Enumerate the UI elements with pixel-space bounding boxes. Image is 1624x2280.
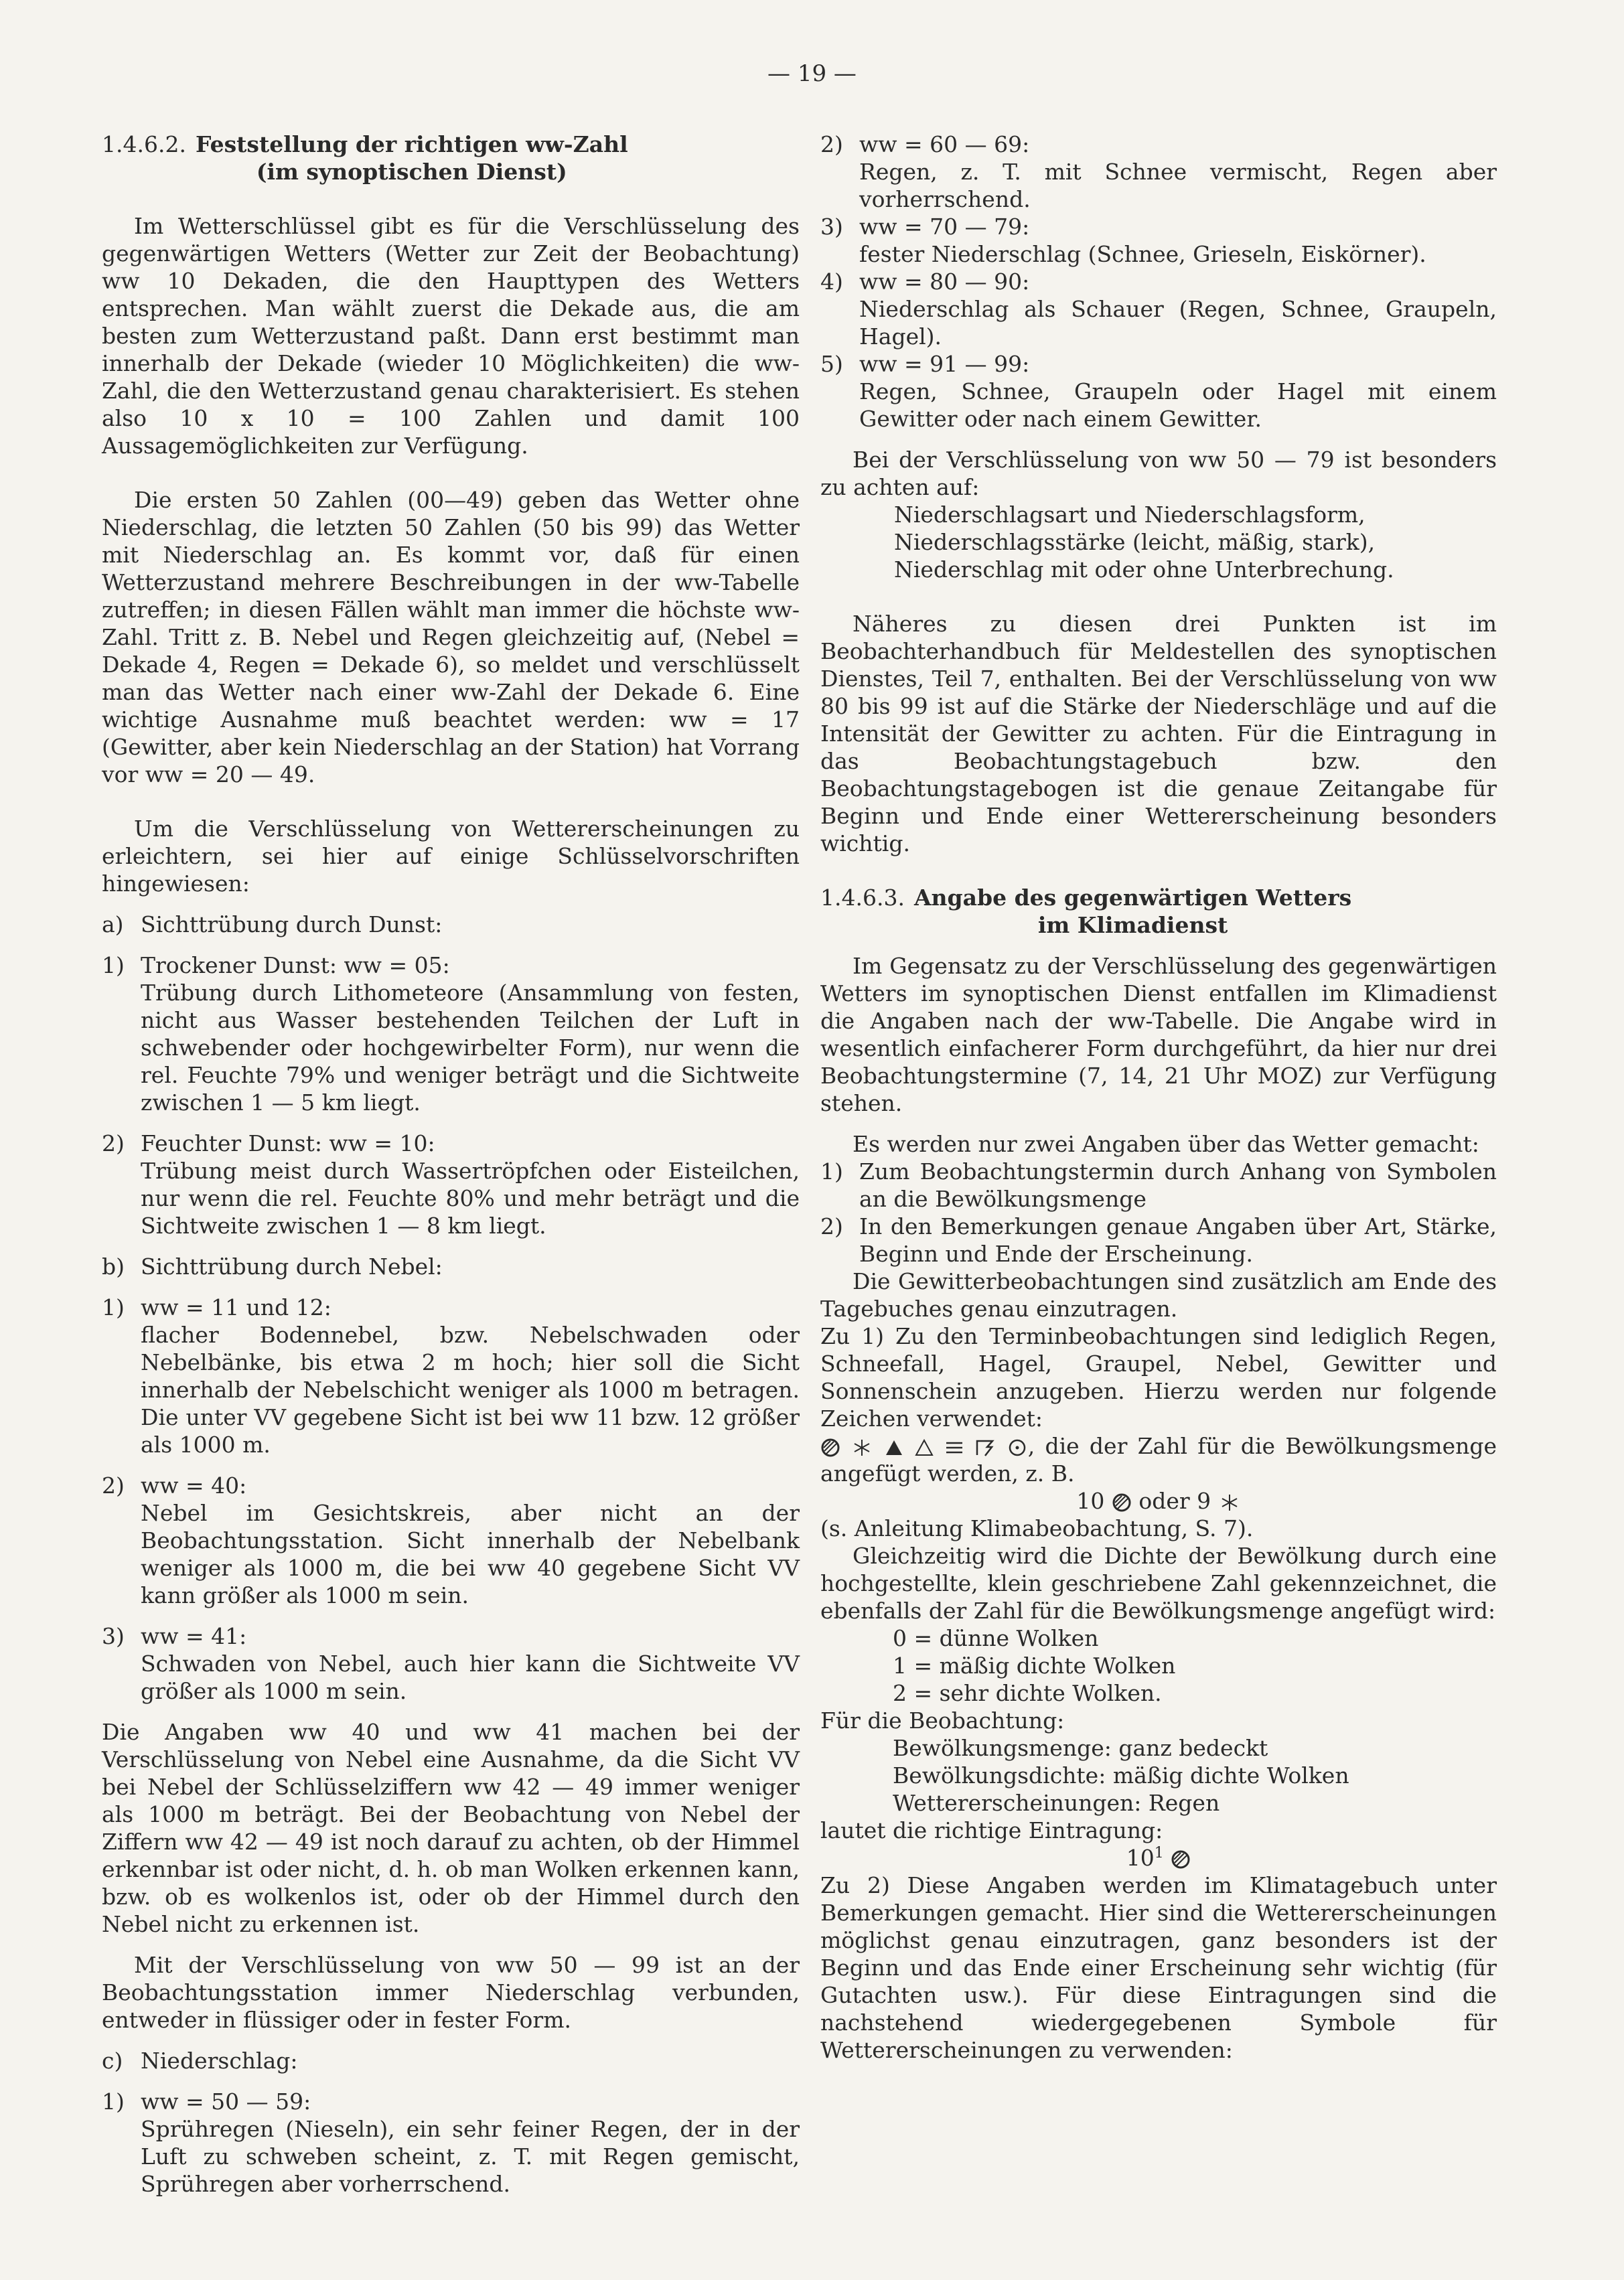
section-heading-1-4-6-2 — [102, 131, 800, 185]
example-line: 10 oder 9 — [820, 1487, 1497, 1515]
heading-subtitle: (im synoptischen Dienst) — [256, 159, 567, 185]
heading-subtitle: im Klimadienst — [1037, 912, 1228, 938]
symbol-line: , die der Zahl für die Bewölkungsmenge angefügt werden, z. B. — [820, 1433, 1497, 1487]
thunder-icon — [974, 1438, 996, 1458]
paragraph: Die ersten 50 Zahlen (00—49) geben das Wetter ohne Niederschlag, die letzten 50 Zahlen (50 bis 99) das Wetter mit Niederschlag an. Es kommt vor, daß für einen Wetterzustand mehrere Beschreibungen in der ww-Tabelle zutreffen; in diesen Fällen wählt man immer die höchste ww-Zahl. Tritt z. B. Nebel und Regen gleichzeitig auf, (Nebel = Dekade 4, Regen = Dekade 6), so meldet und verschlüsselt man das Wetter nach einer ww-Zahl der Dekade 6. Eine wichtige Ausnahme muß beachtet werden: ww = 17 (Gewitter, aber kein Niederschlag an der Station) hat Vorrang vor ww = 20 — 49. — [102, 487, 800, 787]
paragraph: Zu 2) Diese Angaben werden im Klimatagebuch unter Bemerkungen gemacht. Hier sind die Wettererscheinungen möglichst genau einzutragen, ganz besonders ist der Beginn und das Ende einer Erscheinung sehr wichtig (für Gutachten usw.). Für diese Eintragungen sind die nachstehend wiedergegebenen Symbole für Wettererscheinungen zu verwenden: — [820, 1872, 1497, 2063]
list-item: 2) In den Bemerkungen genaue Angaben über Art, Stärke, Beginn und Ende der Erscheinung. — [820, 1213, 1497, 1267]
list-item: 1) Trockener Dunst: ww = 05: Trübung durch Lithometeore (Ansammlung von festen, nicht aus Wasser bestehenden Teilchen der Luft in schwebender oder hochgewirbelter Form), nur wenn die rel. Feuchte 79% und weniger beträgt und die Sichtweite zwischen 1 — 5 km liegt. — [102, 952, 800, 1116]
right-column — [820, 131, 1497, 2064]
list-item: 1) Zum Beobachtungstermin durch Anhang von Symbolen an die Bewölkungsmenge — [820, 1158, 1497, 1212]
list-item: 5) ww = 91 — 99: Regen, Schnee, Graupeln oder Hagel mit einem Gewitter oder nach einem Gewitter. — [820, 351, 1497, 432]
checklist: Niederschlagsart und Niederschlagsform, Niederschlagsstärke (leicht, mäßig, stark), Niederschlag mit oder ohne Unterbrechung. — [894, 502, 1394, 583]
snow-star-icon — [851, 1438, 873, 1458]
heading-title: Feststellung der richtigen ww-Zahl — [195, 131, 628, 157]
heading-number: 1.4.6.2. — [102, 131, 186, 157]
page-number: — 19 — — [767, 60, 857, 87]
section-heading-1-4-6-3 — [820, 884, 1497, 939]
paragraph: Mit der Verschlüsselung von ww 50 — 99 ist an der Beobachtungsstation immer Niederschlag verbunden, entweder in flüssiger oder in fester Form. — [102, 1952, 800, 2033]
paragraph: Zu 1) Zu den Terminbeobachtungen sind lediglich Regen, Schneefall, Hagel, Graupel, Nebel, Gewitter und Sonnenschein anzugeben. Hierzu werden nur folgende Zeichen verwendet: — [820, 1323, 1497, 1432]
list-item: b) Sichttrübung durch Nebel: — [102, 1253, 443, 1280]
sunshine-icon — [1007, 1438, 1028, 1458]
list-item: 1) ww = 50 — 59: Sprühregen (Nieseln), ein sehr feiner Regen, der in der Luft zu schweben scheint, z. T. mit Regen gemischt, Sprühregen aber vorherrschend. — [102, 2088, 800, 2197]
fog-lines-icon — [944, 1438, 964, 1458]
left-column — [102, 131, 800, 2198]
paragraph: Im Gegensatz zu der Verschlüsselung des gegenwärtigen Wetters im synoptischen Dienst entfallen im Klimadienst die Angaben nach der ww-Tabelle. Die Angabe wird in wesentlich einfacherer Form durchgeführt, da hier nur drei Beobachtungstermine (7, 14, 21 Uhr MOZ) zur Verfügung stehen. — [820, 953, 1497, 1116]
list-item: 4) ww = 80 — 90: Niederschlag als Schauer (Regen, Schnee, Graupeln, Hagel). — [820, 269, 1497, 350]
hail-triangle-icon — [884, 1438, 904, 1458]
entry-example: $10^1$ — [820, 1844, 1497, 1872]
paragraph: Für die Beobachtung: — [820, 1707, 1065, 1734]
paragraph: Die Angaben ww 40 und ww 41 machen bei der Verschlüsselung von Nebel eine Ausnahme, da die Sicht VV bei Nebel der Schlüsselziffern ww 42 — 49 immer weniger als 1000 m beträgt. Bei der Beobachtung von Nebel der Ziffern ww 42 — 49 ist noch darauf zu achten, ob der Himmel erkennbar ist oder nicht, d. h. ob man Wolken erkennen kann, bzw. ob es wolkenlos ist, oder ob der Himmel durch den Nebel nicht zu erkennen ist. — [102, 1719, 800, 1937]
list-item: 3) ww = 70 — 79: fester Niederschlag (Schnee, Grieseln, Eiskörner). — [820, 214, 1426, 267]
paragraph: Gleichzeitig wird die Dichte der Bewölkung durch eine hochgestellte, klein geschriebene Zahl gekennzeichnet, die ebenfalls der Zahl für die Bewölkungsmenge angefügt wird: — [820, 1543, 1497, 1624]
observation-list: Bewölkungsmenge: ganz bedeckt Bewölkungsdichte: mäßig dichte Wolken Wettererscheinungen: Regen — [893, 1735, 1349, 1816]
paragraph: Es werden nur zwei Angaben über das Wetter gemacht: — [853, 1131, 1479, 1157]
list-item: 3) ww = 41: Schwaden von Nebel, auch hier kann die Sichtweite VV größer als 1000 m sein. — [102, 1623, 800, 1704]
paragraph: Die Gewitterbeobachtungen sind zusätzlich am Ende des Tagebuches genau einzutragen. — [820, 1268, 1497, 1322]
snow-star-icon — [1218, 1493, 1241, 1513]
graupel-triangle-icon — [914, 1438, 934, 1458]
paragraph: Im Wetterschlüssel gibt es für die Verschlüsselung des gegenwärtigen Wetters (Wetter zur Zeit der Beobachtung) ww 10 Dekaden, die den Haupttypen des Wetters entsprechen. Man wählt zuerst die Dekade aus, die am besten zum Wetterzustand paßt. Dann erst bestimmt man innerhalb der Dekade (wieder 10 Möglichkeiten) die ww-Zahl, die den Wetterzustand genau charakterisiert. Es stehen also 10 x 10 = 100 Zahlen und damit 100 Aussagemöglichkeiten zur Verfügung. — [102, 213, 800, 459]
paragraph: Um die Verschlüsselung von Wettererscheinungen zu erleichtern, sei hier auf einige Schlüsselvorschriften hingewiesen: — [102, 816, 800, 897]
list-item: 1) ww = 11 und 12: flacher Bodennebel, bzw. Nebelschwaden oder Nebelbänke, bis etwa 2 m hoch; hier soll die Sicht innerhalb der Nebelschicht weniger als 1000 m betragen. Die unter VV gegebene Sicht ist bei ww 11 bzw. 12 größer als 1000 m. — [102, 1294, 800, 1458]
list-item: 2) Feuchter Dunst: ww = 10: Trübung meist durch Wassertröpfchen oder Eisteilchen, nur wenn die rel. Feuchte 80% und mehr beträgt und die Sichtweite zwischen 1 — 8 km liegt. — [102, 1130, 800, 1239]
rain-circle-icon — [1171, 1849, 1191, 1870]
list-item: 2) ww = 40: Nebel im Gesichtskreis, aber nicht an der Beobachtungsstation. Sicht innerhalb der Nebelbank weniger als 1000 m, die bei ww 40 gegebene Sicht VV kann größer als 1000 m sein. — [102, 1472, 800, 1608]
heading-number: 1.4.6.3. — [820, 885, 905, 911]
paragraph: Näheres zu diesen drei Punkten ist im Beobachterhandbuch für Meldestellen des synoptischen Dienstes, Teil 7, enthalten. Bei der Verschlüsselung von ww 80 bis 99 ist auf die Stärke der Niederschläge und auf die Intensität der Gewitter zu achten. Für die Eintragung in das Beobachtungstagebuch bzw. den Beobachtungstagebogen ist die genaue Zeitangabe für Beginn und Ende einer Wettererscheinung besonders wichtig. — [820, 611, 1497, 856]
density-list: 0 = dünne Wolken 1 = mäßig dichte Wolken 2 = sehr dichte Wolken. — [893, 1625, 1176, 1706]
rain-circle-icon — [1112, 1493, 1132, 1513]
heading-title: Angabe des gegenwärtigen Wetters — [913, 885, 1352, 911]
list-item: a) Sichttrübung durch Dunst: — [102, 911, 443, 937]
list-item: c) Niederschlag: — [102, 2048, 298, 2074]
list-item: 2) ww = 60 — 69: Regen, z. T. mit Schnee vermischt, Regen aber vorherrschend. — [820, 131, 1497, 212]
paragraph: Bei der Verschlüsselung von ww 50 — 79 ist besonders zu achten auf: — [820, 447, 1497, 500]
rain-circle-icon — [820, 1438, 840, 1458]
reference: (s. Anleitung Klimabeobachtung, S. 7). — [820, 1515, 1254, 1541]
paragraph: lautet die richtige Eintragung: — [820, 1817, 1163, 1843]
